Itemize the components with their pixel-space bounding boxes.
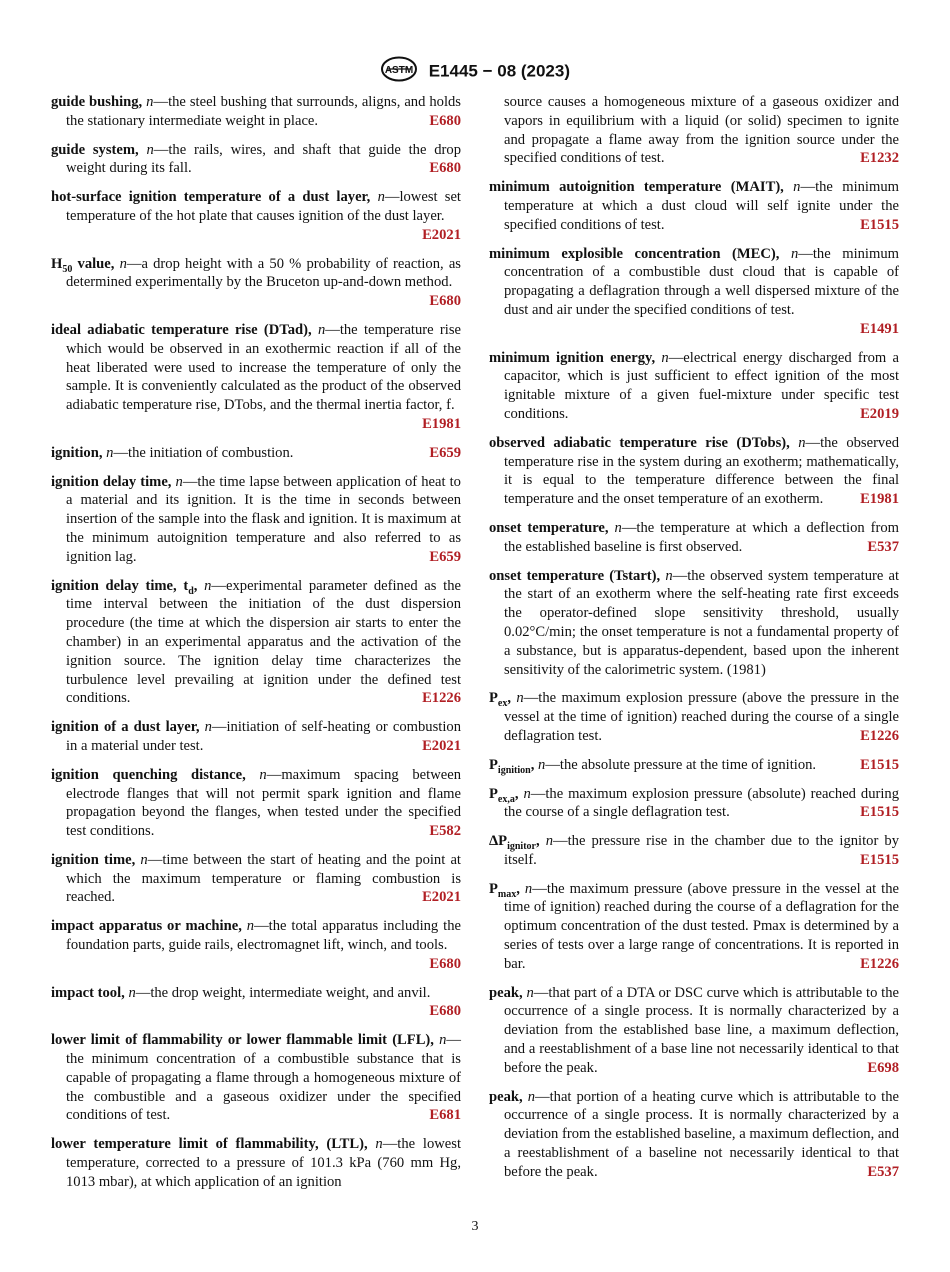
definition-text: —the drop weight, intermediate weight, and anvil. [135,984,431,1001]
glossary-entry [51,917,461,973]
term-subscript: ignitor [507,841,536,852]
term-main: P [489,785,498,802]
part-of-speech: n [665,567,673,584]
part-of-speech: n [516,690,524,707]
glossary-term: observed adiabatic temperature rise (DTobs), [489,434,790,451]
definition-text: —the observed system temperature at the start of an exotherm where the self-heating rate first exceeds the operator-defined slope sensitivity threshold, usually 0.02°C/min; the onset temperature is not a fundamental property of a substance, but is apparatus-dependent, based upon the inherent sensitivity of the calorimetric system. (1981) [504,567,899,678]
glossary-term: ignition of a dust layer, [51,719,200,736]
part-of-speech: n [259,766,267,783]
reference-link: E659 [429,548,461,565]
reference-link: E1515 [860,216,899,233]
glossary-entry [51,984,461,1022]
part-of-speech: n [793,179,801,196]
definition-text: —the minimum temperature at which a dust cloud will self ignite under the specified conditions of test. [504,179,899,233]
reference-link: E1232 [860,150,899,167]
definition-text: —time between the start of heating and the point at which the maximum temperature or flaming combustion is reached. [66,851,461,906]
reference-link: E1491 [860,320,899,337]
page-number: 3 [471,1219,479,1234]
glossary-entry [51,473,461,567]
part-of-speech: n [175,473,183,490]
reference-link: E1226 [860,727,899,744]
term-main: H [51,255,63,272]
glossary-term [489,833,540,852]
glossary-entry [489,1088,899,1182]
glossary-entry [51,321,461,434]
reference-link: E1515 [860,756,899,773]
part-of-speech: n [204,719,212,736]
part-of-speech: n [527,1088,535,1105]
glossary-entry [51,1031,461,1125]
glossary-term: peak, [489,984,523,1001]
part-of-speech: n [106,444,114,461]
document-code: E1445 − 08 (2023) [428,61,571,81]
part-of-speech: n [146,141,154,158]
reference-link: E537 [867,538,899,555]
definition-text: —lowest set temperature of the hot plate that causes ignition of the dust layer. [66,189,461,224]
glossary-term: minimum autoignition temperature (MAIT), [489,179,784,196]
glossary-term: lower temperature limit of flammability, (LTL), [51,1136,368,1153]
glossary-entry [489,880,899,974]
glossary-term: ignition, [51,444,103,461]
glossary-term [51,255,115,275]
definition-text: —the temperature rise which would be observed in an exothermic reaction if all of the heat liberated were used to increase the temperature of only the sample. It is conveniently calculated as the product of the observed adiabatic temperature rise, DTobs, and the thermal inertia factor, f. [66,321,461,414]
part-of-speech: n [204,577,212,594]
glossary-term: ignition delay time, [51,473,172,490]
term-subscript: ex,a [497,793,515,805]
glossary-term [489,690,512,710]
glossary-term: guide bushing, [51,94,143,110]
glossary-entry [51,188,461,244]
definition-text: —the rails, wires, and shaft that guide the drop weight during its fall. [66,141,461,177]
definition-text: —the maximum explosion pressure (above the pressure in the vessel at the time of ignition) reached during the course of a single deflagration test. [504,690,899,744]
glossary-entry [51,718,461,756]
glossary-entry [489,349,899,424]
definition-text: —the initiation of combustion. [113,444,294,461]
glossary-entry [489,567,899,680]
reference-link: E582 [429,823,461,840]
continued-definition [489,93,899,168]
reference-link: E680 [429,160,461,177]
part-of-speech: n [246,918,255,935]
definition-text: —the steel bushing that surrounds, aligns, and holds the stationary intermediate weight in place. [66,94,461,129]
reference-link: E680 [429,112,461,129]
term-suffix: , [507,690,512,707]
part-of-speech: n [375,1136,383,1153]
glossary-entry [51,444,461,463]
reference-link: E1515 [860,804,899,821]
glossary-term [489,880,520,900]
part-of-speech: n [439,1032,447,1049]
glossary-term: minimum ignition energy, [489,349,656,366]
glossary-entry [489,245,899,339]
reference-link: E1226 [422,690,461,707]
term-main: ignition delay time, t [51,577,189,594]
reference-link: E680 [429,955,461,972]
glossary-term: impact tool, [51,984,125,1001]
glossary-term: ideal adiabatic temperature rise (DTad), [51,321,312,338]
glossary-term: peak, [489,1088,523,1105]
glossary-term: ignition time, [51,851,136,868]
glossary-entry [489,519,899,557]
part-of-speech: n [524,880,533,897]
glossary-entry [489,832,899,870]
definition-text: —the absolute pressure at the time of ignition. [545,756,817,773]
term-suffix: , [535,833,540,850]
glossary-term: ignition quenching distance, [51,766,246,783]
definition-text: —the maximum pressure (above pressure in the vessel at the time of ignition) reached during the course of a deflagration for the optimum concentration of the dust tested. Pmax is determined by a series of tests over a large range of concentrations. It is reported in bar. [504,880,899,972]
term-suffix: value, [72,255,115,272]
glossary-entry [51,766,461,841]
reference-link: E659 [429,444,461,461]
definition-text: —the maximum explosion pressure (absolute) reached during the course of a single deflagration test. [504,785,899,821]
glossary-term: onset temperature, [489,519,609,536]
definition-text: —the time lapse between application of heat to a material and its ignition. It is the time in seconds between insertion of the sample into the flask and ignition. It is maximum at the minimum autoignition temperature and also referred to as ignition lag. [66,473,461,565]
definition-text: —the temperature at which a deflection from the established baseline is first observed. [504,519,899,555]
part-of-speech: n [128,984,136,1001]
term-main: P [489,690,498,707]
definition-text: —a drop height with a 50 % probability of reaction, as determined experimentally by the Bruceton up-and-down method. [66,255,461,291]
glossary-term: guide system, [51,141,139,158]
glossary-entry [489,178,899,234]
left-column [51,93,461,1202]
part-of-speech: n [523,785,531,802]
part-of-speech: n [790,245,799,262]
glossary-entry [51,577,461,709]
glossary-entry [51,1135,461,1191]
part-of-speech: n [119,255,127,272]
term-main: P [489,880,498,897]
definition-text: —that part of a DTA or DSC curve which is attributable to the occurrence of a single process. It is normally characterized by a deviation from the established base line, a maximum deflection, and a reestablishment of a base line not necessarily identical to that before the peak. [504,984,899,1076]
glossary-entry [489,984,899,1078]
reference-link: E1981 [860,491,899,508]
term-main: ΔP [489,833,508,850]
part-of-speech: n [545,833,553,850]
glossary-entry [51,255,461,311]
glossary-entry [51,141,461,179]
reference-link: E2019 [860,405,899,422]
part-of-speech: n [614,519,622,536]
glossary-entry [489,756,899,775]
glossary-term: impact apparatus or machine, [51,918,242,935]
term-suffix: , [530,756,535,773]
part-of-speech: n [146,94,154,110]
definition-text: —maximum spacing between electrode flanges that will not permit spark ignition and flame propagation beyond the flanges, when tested under the specified test conditions. [66,766,461,840]
part-of-speech: n [526,984,534,1001]
part-of-speech: n [317,321,326,338]
glossary-term: lower limit of flammability or lower flammable limit (LFL), [51,1032,434,1049]
definition-text: —the total apparatus including the foundation parts, guide rails, electromagnet lift, winch, and tools. [66,918,461,954]
part-of-speech: n [140,851,148,868]
definition-text: —the observed temperature rise in the system during an exotherm; mathematically, it is equal to the temperature difference between the final temperature and the onset temperature of an exotherm. [504,434,899,508]
term-subscript: 50 [62,263,73,275]
term-subscript: ex [497,698,508,710]
reference-link: E1981 [422,415,461,432]
term-suffix: , [514,785,519,802]
definition-text: —the minimum concentration of a combustible substance that is capable of propagating a flame through a homogeneous mixture of the combustible and a gaseous oxidizer under the specified conditions of test. [66,1032,462,1124]
glossary-term: onset temperature (Tstart), [489,567,661,584]
part-of-speech: n [661,349,669,366]
right-column [489,93,899,1192]
reference-link: E537 [867,1163,899,1180]
definition-text: —the lowest temperature, corrected to a pressure of 101.3 kPa (760 mm Hg, 1013 mbar), at which application of an ignition [66,1136,461,1190]
reference-link: E2021 [422,226,461,243]
glossary-term: minimum explosible concentration (MEC), [489,245,780,262]
reference-link: E680 [429,1003,461,1020]
astm-logo [380,56,418,87]
term-subscript: d [188,585,194,597]
term-suffix: , [193,577,198,594]
glossary-entry [489,689,899,745]
definition-text: source causes a homogeneous mixture of a gaseous oxidizer and vapors in equilibrium with a liquid (or solid) specimen to ignite and propagate a flame away from the ignition source under the specified conditions of test. [504,94,899,167]
page-header [0,56,950,87]
glossary-term [489,756,535,776]
term-subscript: max [497,888,517,900]
glossary-term [489,785,519,805]
reference-link: E681 [429,1107,461,1124]
reference-link: E2021 [422,889,461,906]
definition-text: —experimental parameter defined as the time interval between the initiation of the dust dispersion procedure (the time at which the dispersion air starts to enter the chamber) in an experimental apparatus and the activation of the ignition source. The ignition delay time characterizes the turbulence level prevailing at ignition under the defined test conditions. [66,577,461,707]
reference-link: E1515 [860,851,899,868]
reference-link: E680 [429,293,461,310]
definition-text: —the pressure rise in the chamber due to the ignitor by itself. [504,833,899,868]
definition-text: —initiation of self-heating or combustion in a material under test. [66,719,461,754]
reference-link: E698 [867,1059,899,1076]
reference-link: E1226 [860,955,899,972]
reference-link: E2021 [422,737,461,754]
definition-text: —that portion of a heating curve which is attributable to the occurrence of a single process. It is normally characterized by a deviation from the established baseline, a maximum deflection, and a reestablishment of a baseline not necessarily identical to that before the peak. [504,1088,899,1180]
definition-text: —the minimum concentration of a combustible dust cloud that is capable of propagating a deflagration through a well dispersed mixture of the dust and air under the specified conditions of test. [504,245,899,318]
part-of-speech: n [798,434,806,451]
glossary-entry [489,434,899,509]
part-of-speech: n [377,189,385,206]
part-of-speech: n [538,756,546,773]
glossary-entry [51,93,461,131]
term-suffix: , [516,880,520,897]
glossary-term [51,577,198,597]
term-subscript: ignition [497,764,531,776]
definition-text: —electrical energy discharged from a capacitor, which is just sufficient to effect ignition of the most ignitable mixture of a given fuel-mixture under specific test conditions. [504,349,899,422]
term-main: P [489,756,498,773]
glossary-entry [489,785,899,823]
glossary-term: hot-surface ignition temperature of a dust layer, [51,189,371,206]
svg-text:ASTM: ASTM [384,65,414,76]
glossary-entry [51,851,461,907]
